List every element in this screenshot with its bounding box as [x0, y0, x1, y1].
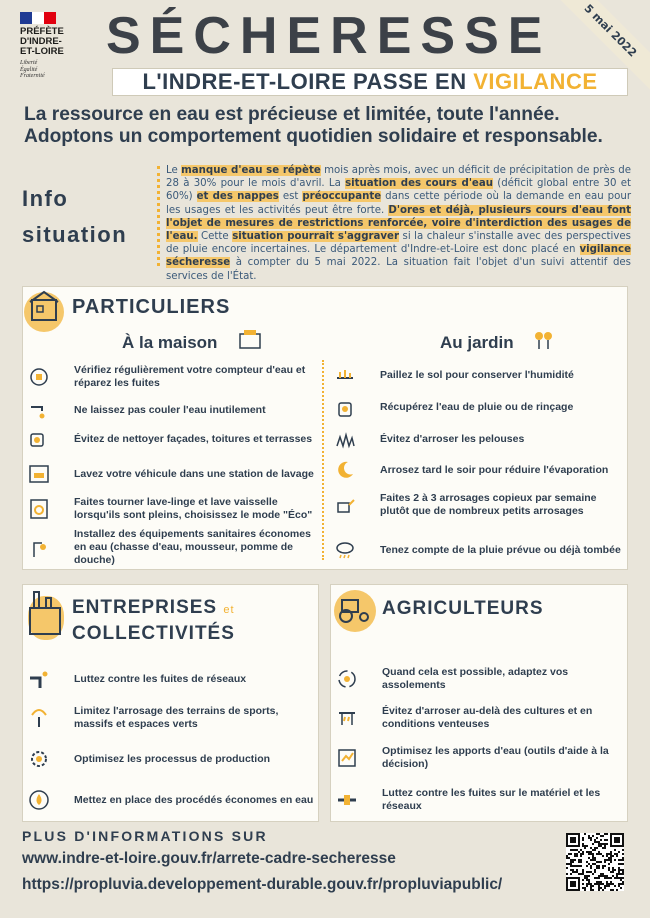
page-title: SÉCHERESSE [106, 7, 552, 65]
jardin-title: Au jardin [440, 333, 514, 352]
highlighted-text: situation pourrait s'aggraver [232, 231, 399, 243]
entreprises-item: Mettez en place des procédés économes en eau [26, 787, 316, 813]
prefecture-name: PRÉFÈTE D'INDRE- ET-LOIRE [20, 26, 64, 57]
republic-motto: Liberté Égalité Fraternité [20, 60, 45, 79]
info-text-segment: dans cette période où la demande en eau pour les usages et les activités peut être forte. [166, 191, 632, 216]
shower-icon [26, 535, 52, 561]
agriculteurs-item: Évitez d'arroser au-delà des cultures et en conditions venteuses [334, 705, 626, 731]
jardin-item: Arrosez tard le soir pour réduire l'évaporation [332, 457, 622, 483]
info-situation-text [166, 164, 631, 283]
subtitle-text: L'INDRE-ET-LOIRE PASSE EN [142, 69, 474, 94]
qr-code[interactable] [566, 833, 624, 891]
water-drop-icon [26, 787, 52, 813]
entreprises-item: Luttez contre les fuites de réseaux [26, 666, 316, 692]
jardin-item: Récupérez l'eau de pluie ou de rinçage [332, 394, 622, 420]
house-icon [28, 290, 62, 324]
tractor-icon [334, 592, 374, 624]
highlighted-text: manque d'eau se répète [181, 165, 321, 176]
info-text-segment: Cette [197, 231, 233, 243]
mulch-icon [332, 362, 358, 388]
maison-item: Vérifiez régulièrement votre compteur d'eau et réparez les fuites [26, 364, 316, 390]
pressure-washer-icon [26, 426, 52, 452]
rain-cloud-icon [332, 537, 358, 563]
info-text-segment: Le [166, 165, 182, 176]
sprinkler-icon [26, 705, 52, 731]
link-arrete-cadre[interactable]: www.indre-et-loire.gouv.fr/arrete-cadre-secheresse [22, 850, 396, 867]
pipe-leak-icon [26, 666, 52, 692]
info-text-segment: est [278, 191, 303, 203]
lead-statement [24, 104, 634, 148]
jardin-item: Évitez d'arroser les pelouses [332, 426, 622, 452]
date-band: 5 mai 2022 [544, 0, 650, 97]
rain-barrel-icon [332, 394, 358, 420]
irrigation-icon [334, 705, 360, 731]
home-appliance-icon [238, 328, 262, 350]
entreprises-item: Limitez l'arrosage des terrains de sports, massifs et espaces verts [26, 705, 316, 731]
highlighted-text: D'ores et déjà, plusieurs cours d'eau font l'objet de mesures de restrictions renforcée, voire d'interdiction des usages de l'eau. [166, 204, 631, 243]
agriculteurs-item: Luttez contre les fuites sur le matériel et les réseaux [334, 787, 626, 813]
watering-can-icon [332, 492, 358, 518]
subtitle-accent: VIGILANCE [473, 69, 598, 94]
faucet-icon [26, 397, 52, 423]
garden-icon [532, 328, 556, 350]
agriculteurs-item: Optimisez les apports d'eau (outils d'aide à la décision) [334, 745, 626, 771]
subtitle-banner [112, 68, 628, 96]
entreprises-item: Optimisez les processus de production [26, 746, 316, 772]
highlighted-text: vigilance sécheresse [166, 244, 631, 269]
maison-item: Évitez de nettoyer façades, toitures et terrasses [26, 426, 316, 452]
lead-line-2: Adoptons un comportement quotidien solidaire et responsable. [24, 126, 603, 147]
highlighted-text: et des nappes [196, 191, 279, 203]
moon-icon [332, 457, 358, 483]
jardin-item: Faites 2 à 3 arrosages copieux par semaine plutôt que de nombreux petits arrosages [332, 492, 626, 518]
maison-item: Lavez votre véhicule dans une station de lavage [26, 461, 316, 487]
info-text-segment: mois après mois, avec un déficit de précipitation de près de 28 à 30% pour le mois d'avril. La [166, 165, 631, 190]
info-situation-label: Info situation [22, 186, 128, 247]
prefecture-logo [20, 12, 90, 80]
agriculteurs-title: AGRICULTEURS [382, 598, 544, 619]
lead-line-1: La ressource en eau est précieuse et limitée, toute l'année. [24, 104, 560, 125]
decision-tool-icon [334, 745, 360, 771]
car-wash-icon [26, 461, 52, 487]
link-propluvia[interactable]: https://propluvia.developpement-durable.gouv.fr/propluviapublic/ [22, 876, 503, 893]
highlighted-text: préoccupante [302, 191, 382, 203]
info-text-segment: à compter du 5 mai 2022. La situation fait l'objet d'un suivi attentif des services de l'État. [166, 257, 631, 282]
flag-blue [20, 12, 32, 24]
info-text-segment: si la chaleur s'installe avec des perspectives de pluie encore incertaines. Le département d'Indre-et-Loire est donc placé en [166, 231, 631, 256]
flag-red [44, 12, 56, 24]
factory-icon [26, 588, 66, 638]
water-meter-icon [26, 364, 52, 390]
maison-item: Faites tourner lave-linge et lave vaisselle lorsqu'ils sont pleins, choisissez le mode "Éco" [26, 496, 316, 522]
info-text-segment: (déficit global entre 30 et 60%) [166, 178, 631, 203]
jardin-item: Paillez le sol pour conserver l'humidité [332, 362, 622, 388]
lawn-icon [332, 426, 358, 452]
particuliers-divider [322, 360, 324, 560]
flag-white [32, 12, 44, 24]
entreprises-title: ENTREPRISES et COLLECTIVITÉS [72, 597, 235, 644]
washing-machine-icon [26, 496, 52, 522]
jardin-item: Tenez compte de la pluie prévue ou déjà tombée [332, 537, 622, 563]
crop-rotation-icon [334, 666, 360, 692]
dotted-separator [157, 166, 160, 266]
french-flag-icon [20, 12, 56, 24]
particuliers-title: PARTICULIERS [72, 296, 231, 318]
maison-title: À la maison [122, 333, 218, 352]
maison-item: Installez des équipements sanitaires économes en eau (chasse d'eau, mousseur, pomme de douche) [26, 528, 320, 567]
pipe-repair-icon [334, 787, 360, 813]
gear-icon [26, 746, 52, 772]
more-info-heading: PLUS D'INFORMATIONS SUR [22, 828, 268, 844]
agriculteurs-item: Quand cela est possible, adaptez vos assolements [334, 666, 626, 692]
maison-item: Ne laissez pas couler l'eau inutilement [26, 397, 316, 423]
highlighted-text: situation des cours d'eau [345, 178, 493, 190]
